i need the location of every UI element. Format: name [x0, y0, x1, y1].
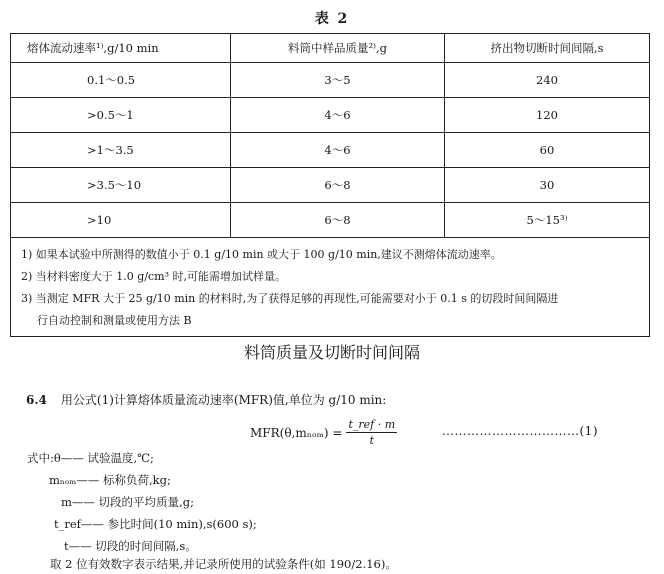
table-row [11, 63, 650, 98]
section-text: 用公式(1)计算熔体质量流动速率(MFR)值,单位为 g/10 min: [60, 393, 387, 407]
where-item: m—— 切段的平均质量,g; [61, 495, 194, 509]
table-header-row [11, 34, 650, 63]
cell-interval: 240 [445, 63, 650, 98]
table-title: 表 2 [314, 11, 350, 27]
cell-mfr: 0.1～0.5 [11, 63, 231, 98]
cell-mass: 6～8 [231, 168, 445, 203]
cell-interval: 60 [445, 133, 650, 168]
header-melt-flow-rate: 熔体流动速率¹⁾,g/10 min [11, 34, 231, 63]
mfr-formula [250, 418, 397, 447]
cell-mass: 3～5 [231, 63, 445, 98]
cell-mass: 4～6 [231, 133, 445, 168]
cell-interval: 5～15³⁾ [445, 203, 650, 238]
table-note: 1) 如果本试验中所测得的数值小于 0.1 g/10 min 或大于 100 g/10 min,建议不测熔体流动速率。 [21, 248, 502, 261]
cell-interval: 120 [445, 98, 650, 133]
section-number: 6.4 [26, 393, 47, 407]
formula-numerator: t_ref · m [348, 418, 396, 431]
header-cut-interval: 挤出物切断时间间隔,s [445, 34, 650, 63]
data-table [10, 33, 650, 337]
table-note: 2) 当材料密度大于 1.0 g/cm³ 时,可能需增加试样量。 [21, 270, 287, 283]
table-row [11, 168, 650, 203]
cell-mfr: >0.5～1 [11, 98, 231, 133]
formula-lhs: MFR(θ,mₙₒₘ) = [250, 425, 343, 440]
cell-mfr: >10 [11, 203, 231, 238]
table-note: 3) 当测定 MFR 大于 25 g/10 min 的材料时,为了获得足够的再现性,可能需要对小于 0.1 s 的切段时间间隔进 [21, 292, 559, 305]
section-6-4 [26, 391, 386, 408]
equation-leader [442, 424, 598, 438]
header-sample-mass: 料筒中样品质量²⁾,g [231, 34, 445, 63]
figure-caption: 料筒质量及切断时间间隔 [243, 343, 420, 362]
table-row [11, 133, 650, 168]
where-intro: 式中:θ—— 试验温度,℃; [27, 451, 154, 465]
table-note: 行自动控制和测量或使用方法 B [37, 314, 192, 327]
cell-interval: 30 [445, 168, 650, 203]
formula-fraction [346, 418, 397, 447]
where-item: t_ref—— 参比时间(10 min),s(600 s); [54, 517, 257, 531]
table-row [11, 203, 650, 238]
formula-denominator: t [369, 434, 375, 447]
cell-mfr: >3.5～10 [11, 168, 231, 203]
equation-number: (1) [579, 424, 598, 438]
leader-dots: …………………………… [442, 424, 580, 438]
cell-mfr: >1～3.5 [11, 133, 231, 168]
table-notes-row [11, 238, 650, 337]
where-item: mₙₒₘ—— 标称负荷,kg; [49, 473, 171, 487]
result-instruction: 取 2 位有效数字表示结果,并记录所使用的试验条件(如 190/2.16)。 [50, 557, 397, 571]
cell-mass: 4～6 [231, 98, 445, 133]
table-row [11, 98, 650, 133]
table-notes [11, 238, 650, 337]
where-item: t—— 切段的时间间隔,s。 [64, 539, 197, 553]
cell-mass: 6～8 [231, 203, 445, 238]
